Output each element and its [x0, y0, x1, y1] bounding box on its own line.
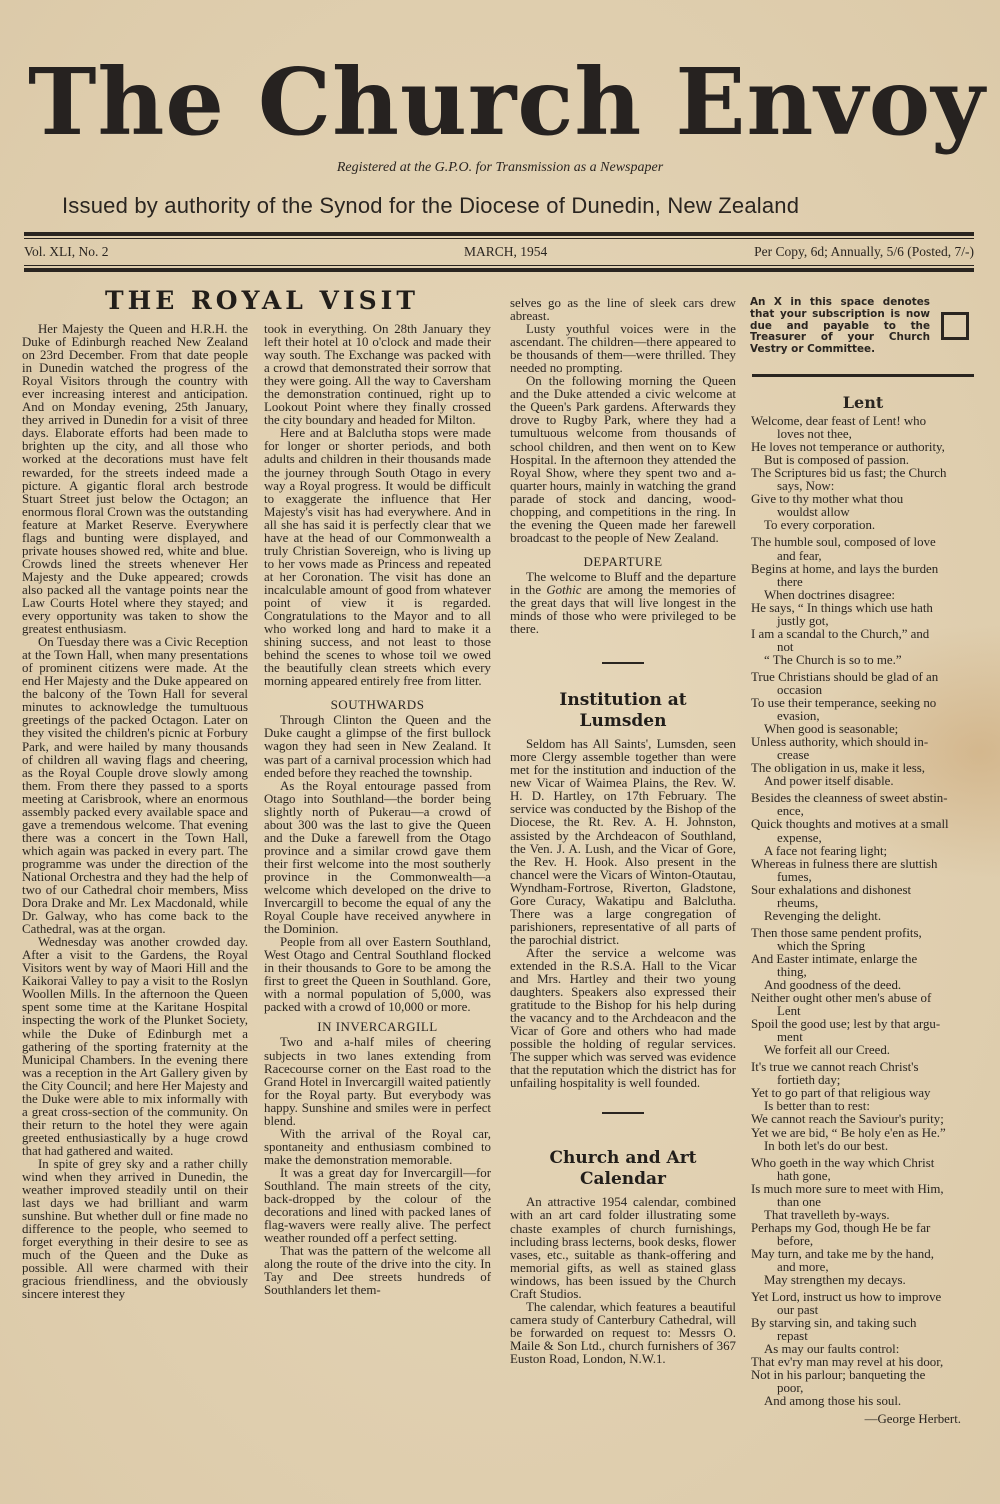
poem-line: Who goeth in the way which Christ hath gone,	[751, 1157, 975, 1183]
poem-line-continuation: crease	[777, 748, 810, 763]
article-column-2	[264, 323, 491, 1297]
poem-line: Is much more sure to meet with Him, than one	[751, 1183, 975, 1209]
poem-line: He says, “ In things which use hath justly got,	[751, 602, 975, 628]
poem-line-continuation: evasion,	[777, 709, 820, 724]
paragraph: took in everything. On 28th January they left their hotel at 10 o'clock and made their way south. The Exchange was packed with a crowd that demonstrated their sorrow that they were going. All the way to Caversham the demonstration continued, right up to Lookout Point where they finally crossed the city boundary and headed for Milton.	[264, 322, 491, 428]
poem-stanza	[751, 671, 975, 788]
poem-line: Not in his parlour; banqueting the poor,	[751, 1369, 975, 1395]
poem-line-continuation: Lent	[777, 1004, 801, 1019]
volume-number: Vol. XLI, No. 2	[24, 244, 109, 259]
poem-line: We forfeit all our Creed.	[764, 1043, 891, 1058]
poem-line: Revenging the delight.	[764, 908, 882, 923]
masthead-rule-bottom	[24, 265, 974, 272]
paragraph: selves go as the line of sleek cars drew abreast.	[510, 296, 736, 324]
paragraph: The calendar, which features a beautiful camera study of Canterbury Cathedral, will be forwarded on request to: Messrs O. Maile & Son Ltd., church furnishers of 367 Euston Road, London, N.W.1.	[510, 1299, 736, 1366]
poem-line-continuation: ence,	[777, 804, 804, 819]
poem-line: Quick thoughts and motives at a small expense,	[751, 818, 975, 844]
paragraph: After the service a welcome was extended in the R.S.A. Hall to the Vicar and Mrs. Hartley and their two young daughters. Speakers also expressed their gratitude to the Bishop for his help during the vacancy and to the Archdeacon and the Vicar of Gore and others who had made possible the holding of regular services. The supper which was served was evidence that the reputation which the district has for unfailing hospitality is well founded.	[510, 945, 736, 1091]
poem-line: Begins at home, and lays the burden there	[751, 563, 975, 589]
poem-line-continuation: before,	[777, 1233, 814, 1248]
poem-line-continuation: loves not thee,	[777, 427, 852, 442]
paragraph: On the following morning the Queen and the Duke attended a civic welcome at the Queen's Park gardens. Afterwards they drove to Rugby Park, where they had a tumultuous welcome from thousands of school children, and then went on to Kew Hospital. In the afternoon they attended the Royal Show, where they spent two and a-quarter hours, mainly in watching the grand parade of stock and dancing, wood-chopping, and competitions in the ring. In the evening the Queen made her farewell broadcast to the people of New Zealand.	[510, 374, 736, 545]
poem-line-continuation: fumes,	[777, 869, 812, 884]
price-info: Per Copy, 6d; Annually, 5/6 (Posted, 7/-)	[754, 244, 974, 259]
poem-line-continuation: there	[777, 574, 803, 589]
paragraph: Lusty youthful voices were in the ascendant. The children—there appeared to be thousands of them—were thrilled. They needed no prompting.	[510, 322, 736, 376]
poem-line: Unless authority, which should in- crease	[751, 736, 975, 762]
poem-line: When good is seasonable;	[764, 722, 899, 737]
poem-line: True Christians should be glad of an occasion	[751, 671, 975, 697]
calendar-title-line2: Calendar	[579, 1169, 667, 1190]
poem-attribution: —George Herbert.	[864, 1411, 961, 1426]
poem-line-continuation: thing,	[777, 964, 807, 979]
poem-stanza	[751, 1157, 975, 1287]
poem-line: As may our faults control:	[764, 1342, 900, 1357]
poem-stanza	[751, 1061, 975, 1152]
poem-line: May strengthen my decays.	[764, 1273, 906, 1288]
poem-line-continuation: justly got,	[777, 613, 829, 628]
subscription-notice: An X in this space denotes that your subscription is now due and payable to the Treasurer of your Church Vestry or Committee.	[750, 296, 930, 356]
poem-line-continuation: poor,	[777, 1381, 804, 1396]
paragraph: Wednesday was another crowded day. After a visit to the Gardens, the Royal Visitors went by way of Maori Hill and the Kaikorai Valley to pay a visit to the Roslyn Woollen Mills. In the afternoon the Queen spent some time at the Karitane Hospital inspecting the work of the Plunket Society, while the Duke of Edinburgh met a gathering of the sporting fraternity at the Municipal Chambers. In the evening there was a reception in the Art Gallery given by the City Council; and here Her Majesty and the Duke were able to mix informally with a great cross-section of the community. On their return to the hotel they were again greeted enthusiastically by a huge crowd that had gathered and waited.	[22, 935, 248, 1158]
poem-line-continuation: wouldst allow	[777, 505, 850, 520]
poem-line: The Scriptures bid us fast; the Church says, Now:	[751, 467, 975, 493]
article-column-3	[510, 297, 736, 1366]
paragraph: That was the pattern of the welcome all along the route of the drive into the city. In Tay and Dee streets hundreds of Southlanders let them-	[264, 1244, 491, 1298]
poem-line: I am a scandal to the Church,” and not	[751, 628, 975, 654]
paragraph: Seldom has All Saints', Lumsden, seen more Clergy assemble together than were met for the institution and induction of the new Vicar of Waimea Plains, the Rev. W. H. D. Hartley, on 17th February. The service was conducted by the Bishop of the Diocese, the Rt. Rev. A. H. Johnston, assisted by the Archdeacon of Southland, the Ven. J. A. Lush, and the Vicar of Gore, the Rev. H. Hook. Also present in the chancel were the Vicars of Winton-Otautau, Wyndham-Fortrose, Riverton, Gladstone, Gore Curacy, Wakatipu and Balclutha. There was a large congregation of parishioners, representative of all parts of the parochial district.	[510, 737, 736, 947]
poem-line: He loves not temperance or authority,	[751, 440, 945, 455]
article-column-1	[22, 323, 248, 1302]
poem-body	[751, 415, 975, 1408]
subhead-southwards: SOUTHWARDS	[330, 697, 425, 713]
poem-line: A face not fearing light;	[764, 843, 888, 858]
poem-line-continuation: than one	[777, 1194, 822, 1209]
paragraph: It was a great day for Invercargill—for Southland. The main streets of the city, back-dropped by the colour of the decorations and lined with packed lanes of flag-wavers were really alive. The perfect weather rounded off a perfect setting.	[264, 1165, 491, 1246]
poem-line-continuation: repast	[777, 1329, 808, 1344]
poem-line: Is better than to rest:	[764, 1099, 870, 1114]
poem-line-continuation: and more,	[777, 1260, 829, 1274]
poem-line: By starving sin, and taking such repast	[751, 1317, 975, 1343]
masthead-rule-top	[24, 232, 974, 239]
poem-line-continuation: which the Spring	[777, 938, 866, 953]
poem-line-continuation: expense,	[777, 830, 822, 845]
paragraph-departure: The welcome to Bluff and the departure in the Gothic are among the memories of the great days that will live longest in the minds of those who were privileged to be there.	[510, 569, 736, 637]
poem-line: In both let's do our best.	[764, 1138, 889, 1153]
poem-line: When doctrines disagree:	[764, 587, 896, 602]
poem-line-continuation: says, Now:	[777, 479, 835, 494]
poem-stanza	[751, 792, 975, 922]
poem-stanza	[751, 415, 975, 532]
poem-line: And goodness of the deed.	[764, 978, 902, 993]
paragraph: People from all over Eastern Southland, West Otago and Central Southland flocked in their thousands to Gore to be among the first to greet the Queen in Southland. Gore, with a normal population of 5,000, was packed with a crowd of 10,000 or more.	[264, 935, 491, 1015]
poem-line: Yet Lord, instruct us how to improve our past	[751, 1291, 975, 1317]
poem-line-continuation: rheums,	[777, 895, 819, 910]
poem-title: Lent	[842, 393, 884, 412]
poem-line: Sour exhalations and dishonest rheums,	[751, 884, 975, 910]
poem-line-continuation: ment	[777, 1030, 803, 1045]
poem-line-continuation: fortieth day;	[777, 1073, 841, 1088]
issued-by-line: Issued by authority of the Synod for the Diocese of Dunedin, New Zealand	[62, 193, 800, 218]
calendar-title-line1: Church and Art	[549, 1148, 697, 1169]
poem-stanza	[751, 536, 975, 666]
lumsden-title-line2: Lumsden	[579, 711, 667, 732]
paragraph: Her Majesty the Queen and H.R.H. the Duke of Edinburgh reached New Zealand on 23rd December. From that date people in Dunedin watched the progress of the Royal Visitors through the country with ever increasing interest and anticipation. And on Monday evening, 25th January, they arrived in Dunedin for a visit of three days. Elaborate efforts had been made to brighten up the city, and all those who worked at the decorations must have felt rewarded, for the streets indeed made a picture. A gigantic floral arch bestrode Stuart Street just below the Octagon; an enormous floral Crown was the outstanding feature at Market Reserve. Everywhere flags and bunting were displayed, and private houses showed red, white and blue. Crowds lined the streets whenever Her Majesty and the Duke appeared; crowds also packed all the vantage points near the Law Courts Hotel where they stayed; and every opportunity was taken to show the greatest enthusiasm.	[22, 322, 248, 637]
poem-line: “ The Church is so to me.”	[764, 652, 902, 667]
poem-stanza	[751, 927, 975, 1057]
poem-line: And among those his soul.	[764, 1394, 902, 1409]
subhead-invercargill: IN INVERCARGILL	[317, 1019, 438, 1035]
poem-line-continuation: not	[777, 639, 794, 654]
royal-visit-headline: THE ROYAL VISIT	[105, 286, 419, 315]
poem-line: May turn, and take me by the hand, and more,	[751, 1248, 975, 1274]
poem-line: And Easter intimate, enlarge the thing,	[751, 953, 975, 979]
paragraph: With the arrival of the Royal car, spontaneity and enthusiasm combined to make the demonstration memorable.	[264, 1126, 491, 1167]
poem-line-continuation: hath gone,	[777, 1168, 831, 1183]
poem-line: But is composed of passion.	[764, 453, 910, 468]
poem-stanza	[751, 1291, 975, 1408]
poem-line: Neither ought other men's abuse of Lent	[751, 992, 975, 1018]
issue-date: MARCH, 1954	[464, 244, 548, 259]
poem-line: Yet we are bid, “ Be holy e'en as He.”	[751, 1125, 946, 1140]
poem-line: Spoil the good use; lest by that argu- ment	[751, 1018, 975, 1044]
subscription-checkbox	[941, 312, 969, 340]
poem-line: Besides the cleanness of sweet abstin- ence,	[751, 792, 975, 818]
paragraph: In spite of grey sky and a rather chilly wind when they arrived in Dunedin, the weather improved steadily until on their last days we had brilliant and warm sunshine. But whether dull or fine made no difference to the people, who seemed to forget everything in their desire to see as much of the Queen and the Duke as possible. All were charmed with their gracious friendliness, and the obviously sincere interest they	[22, 1157, 248, 1302]
registration-note: Registered at the G.P.O. for Transmission as a Newspaper	[336, 160, 664, 175]
notice-divider	[752, 374, 974, 377]
poem-line: And power itself disable.	[764, 774, 894, 789]
masthead-title: The Church Envoy	[28, 48, 986, 156]
poem-line: Perhaps my God, though He be far before,	[751, 1222, 975, 1248]
poem-line: The humble soul, composed of love and fear,	[751, 536, 975, 562]
poem-line: To every corporation.	[764, 518, 876, 533]
paragraph: Here and at Balclutha stops were made for longer or shorter periods, and both adults and children in their thousands made the journey through South Otago in every way a Royal progress. It would be difficult to exaggerate the influence that Her Majesty's visit has had everywhere. And in all she has said it is perfectly clear that we have at the head of our Commonwealth a truly Christian Sovereign, who is living up to her vows made as Princess and repeated at her Coronation. The visit has done an incalculable amount of good from whatever point of view it is regarded. Congratulations to the Mayor and to all who worked long and hard to make it a shining success, and not least to those behind the scenes to whose toil we owed the beautifully clean streets which every morning appeared entirely free from litter.	[264, 426, 491, 689]
poem-line-continuation: occasion	[777, 682, 823, 697]
poem-line: It's true we cannot reach Christ's fortieth day;	[751, 1061, 975, 1087]
poem-line: That ev'ry man may revel at his door,	[751, 1355, 944, 1370]
poem-line: Welcome, dear feast of Lent! who loves not thee,	[751, 415, 975, 441]
paragraph: On Tuesday there was a Civic Reception at the Town Hall, when many presentations of prominent citizens were made. At the end Her Majesty and the Duke appeared on the balcony of the Town Hall for several minutes to acknowledge the tumultuous greetings of the packed Octagon. Later on they visited the children's picnic at Forbury Park, and were hailed by many thousands of children all waving flags and cheering, as the Royal Couple drove slowly among them. From there they passed to a sports meeting at Carisbrook, where an enormous assembly packed every available space and gave a tremendous welcome. That evening there was a concert in the Town Hall, which again was packed in every part. The programme was under the direction of the National Orchestra and they had the help of two of our Cathedral choir members, Miss Dora Drake and Mr. Lex Macdonald, while Dr. Galway, who has come back to the Cathedral, was at the organ.	[22, 635, 248, 937]
poem-line: To use their temperance, seeking no evasion,	[751, 697, 975, 723]
poem-line: Whereas in fulness there are sluttish fumes,	[751, 858, 975, 884]
poem-line: That travelleth by-ways.	[764, 1207, 890, 1222]
poem-lent	[751, 393, 975, 1426]
poem-line: We cannot reach the Saviour's purity;	[751, 1112, 944, 1127]
paragraph: Two and a-half miles of cheering subjects in two lanes extending from Racecourse corner on the East road to the Grand Hotel in Invercargill waited patiently for the Royal party. But everybody was happy. Sunshine and smiles were in perfect blend.	[264, 1035, 491, 1128]
ship-name: Gothic	[546, 582, 582, 597]
lumsden-title-line1: Institution at	[559, 690, 687, 711]
paragraph: Through Clinton the Queen and the Duke caught a glimpse of the first bullock wagon they had seen in New Zealand. It was part of a carnival procession which had ended before they reached the township.	[264, 713, 491, 780]
dateline	[24, 244, 974, 262]
subhead-departure: DEPARTURE	[583, 553, 663, 569]
poem-line: Then those same pendent profits, which the Spring	[751, 927, 975, 953]
poem-line: Give to thy mother what thou wouldst allow	[751, 493, 975, 519]
paragraph: As the Royal entourage passed from Otago into Southland—the border being slightly north of Pukerau—a crowd of about 300 was the last to give the Queen and the Duke a farewell from the Otago province and a similar crowd gave them their first welcome into the most southerly province in the Commonwealth—a welcome which developed on the drive to Invercargill to become the equal of any the Royal Couple have received anywhere in the Dominion.	[264, 778, 491, 937]
poem-line-continuation: our past	[777, 1303, 819, 1318]
poem-line-continuation: and fear,	[777, 548, 822, 563]
poem-line: Yet to go part of that religious way	[751, 1086, 931, 1101]
poem-line: The obligation in us, make it less,	[751, 761, 925, 776]
paragraph: An attractive 1954 calendar, combined with an art card folder illustrating some chaste examples of church furnishings, including brass lecterns, book desks, flower vases, etc., suitable as thank-offering and memorial gifts, as well as stained glass windows, has been issued by the Church Craft Studios.	[510, 1195, 736, 1301]
